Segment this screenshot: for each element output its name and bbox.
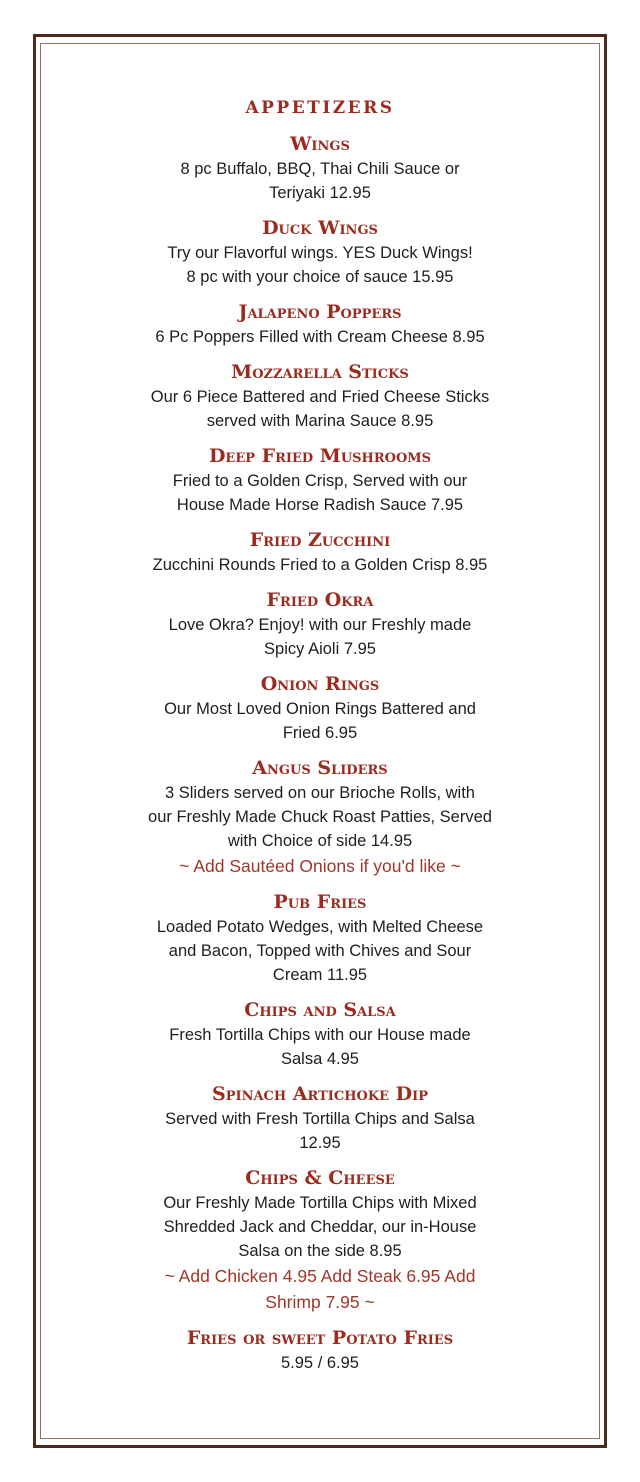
item-name: Duck Wings — [262, 217, 378, 239]
menu-item-spinach-artichoke-dip — [40, 1081, 600, 1155]
menu-item-wings — [40, 131, 600, 205]
item-description: 6 Pc Poppers Filled with Cream Cheese 8.95 — [155, 328, 485, 346]
item-name: Onion Rings — [260, 673, 380, 695]
item-note: ~ Add Chicken 4.95 Add Steak 6.95 Add Shrimp 7.95 ~ — [164, 1266, 476, 1312]
item-name: Chips and Salsa — [244, 999, 396, 1021]
item-name: Chips & Cheese — [245, 1167, 395, 1189]
item-description: 8 pc Buffalo, BBQ, Thai Chili Sauce or Teriyaki 12.95 — [180, 160, 460, 202]
item-description: 5.95 / 6.95 — [281, 1354, 359, 1372]
item-description: Try our Flavorful wings. YES Duck Wings! 8 pc with your choice of sauce 15.95 — [167, 244, 473, 286]
item-name: Mozzarella Sticks — [231, 361, 409, 383]
menu-item-duck-wings — [40, 215, 600, 289]
menu-item-deep-fried-mushrooms — [40, 443, 600, 517]
item-name: Pub Fries — [273, 891, 367, 913]
menu-item-chips-and-cheese — [40, 1165, 600, 1315]
item-note: ~ Add Sautéed Onions if you'd like ~ — [179, 856, 461, 876]
item-name: Fried Okra — [266, 589, 374, 611]
menu-content — [40, 95, 600, 1385]
item-description: Loaded Potato Wedges, with Melted Cheese and Bacon, Topped with Chives and Sour Cream 11.95 — [156, 918, 484, 984]
item-description: Our 6 Piece Battered and Fried Cheese Sticks served with Marina Sauce 8.95 — [150, 388, 490, 430]
item-description: Our Freshly Made Tortilla Chips with Mixed Shredded Jack and Cheddar, our in-House Salsa on the side 8.95 — [163, 1194, 477, 1260]
menu-item-fries — [40, 1325, 600, 1375]
menu-item-chips-and-salsa — [40, 997, 600, 1071]
item-name: Wings — [290, 133, 350, 155]
item-name: Spinach Artichoke Dip — [212, 1083, 428, 1105]
item-description: Served with Fresh Tortilla Chips and Salsa 12.95 — [165, 1110, 475, 1152]
item-name: Angus Sliders — [252, 757, 388, 779]
item-name: Jalapeno Poppers — [238, 301, 402, 323]
item-name: Fried Zucchini — [249, 529, 391, 551]
menu-item-jalapeno-poppers — [40, 299, 600, 349]
item-description: Love Okra? Enjoy! with our Freshly made Spicy Aioli 7.95 — [168, 616, 472, 658]
menu-item-pub-fries — [40, 889, 600, 987]
item-description: 3 Sliders served on our Brioche Rolls, with our Freshly Made Chuck Roast Patties, Served with Choice of side 14.95 — [148, 784, 492, 850]
item-description: Fresh Tortilla Chips with our House made Salsa 4.95 — [169, 1026, 471, 1068]
item-description: Zucchini Rounds Fried to a Golden Crisp 8.95 — [152, 556, 488, 574]
menu-item-onion-rings — [40, 671, 600, 745]
item-name: Fries or sweet Potato Fries — [186, 1327, 454, 1349]
item-description: Fried to a Golden Crisp, Served with our House Made Horse Radish Sauce 7.95 — [172, 472, 468, 514]
menu-item-fried-okra — [40, 587, 600, 661]
menu-item-mozzarella-sticks — [40, 359, 600, 433]
item-description: Our Most Loved Onion Rings Battered and Fried 6.95 — [164, 700, 476, 742]
section-title: APPETIZERS — [245, 98, 395, 118]
item-name: Deep Fried Mushrooms — [208, 445, 432, 467]
menu-item-fried-zucchini — [40, 527, 600, 577]
menu-item-angus-sliders — [40, 755, 600, 879]
